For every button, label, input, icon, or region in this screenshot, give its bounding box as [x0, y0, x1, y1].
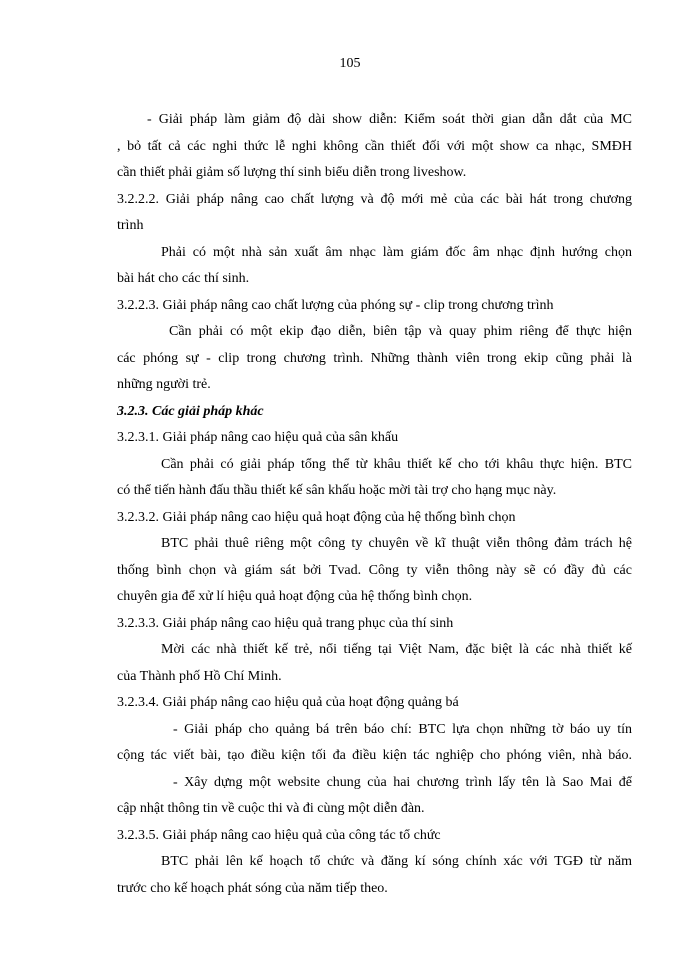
- text-line: , bỏ tất cả các nghi thức lễ nghi không cần thiết đối với một show ca nhạc, SMĐH: [117, 138, 632, 154]
- text-line: 3.2.2.3. Giải pháp nâng cao chất lượng của phóng sự - clip trong chương trình: [117, 297, 554, 313]
- text-line: Mời các nhà thiết kế trẻ, nổi tiếng tại Việt Nam, đặc biệt là các nhà thiết kế: [161, 642, 632, 657]
- text-line: thống bình chọn và giám sát bởi Tvad. Công ty viễn thông này sẽ có đầy đủ các: [117, 562, 632, 578]
- text-line: bài hát cho các thí sinh.: [117, 271, 250, 286]
- text-line: 3.2.3.2. Giải pháp nâng cao hiệu quả hoạt động của hệ thống bình chọn: [117, 509, 516, 525]
- text-line: 3.2.3.5. Giải pháp nâng cao hiệu quả của công tác tổ chức: [117, 827, 441, 843]
- text-line: các phóng sự - clip trong chương trình. Những thành viên trong ekip cũng phải là: [117, 350, 632, 366]
- text-line: cộng tác viết bài, tạo điều kiện tối đa điều kiện tác nghiệp cho phóng viên, nhà báo.: [117, 748, 632, 763]
- text-line: cần thiết phải giảm số lượng thí sinh biểu diễn trong liveshow.: [117, 165, 467, 180]
- text-line: Phải có một nhà sản xuất âm nhạc làm giám đốc âm nhạc định hướng chọn: [161, 244, 632, 260]
- text-line: - Giải pháp làm giảm độ dài show diễn: Kiểm soát thời gian dẫn dắt của MC: [147, 112, 632, 127]
- text-line: trình: [117, 218, 144, 233]
- text-line: của Thành phố Hồ Chí Minh.: [117, 668, 282, 684]
- text-line: chuyên gia để xử lí hiệu quả hoạt động của hệ thống bình chọn.: [117, 589, 473, 604]
- text-line: - Xây dựng một website chung của hai chương trình lấy tên là Sao Mai để: [173, 774, 632, 790]
- text-line: cập nhật thông tin về cuộc thi và đi cùng một diễn đàn.: [117, 801, 425, 816]
- text-line: 3.2.3.4. Giải pháp nâng cao hiệu quả của hoạt động quảng bá: [117, 695, 459, 710]
- text-line: trước cho kế hoạch phát sóng của năm tiếp theo.: [117, 880, 388, 896]
- text-line: 3.2.3.3. Giải pháp nâng cao hiệu quả trang phục của thí sinh: [117, 615, 454, 631]
- text-line: 3.2.2.2. Giải pháp nâng cao chất lượng và độ mới mẻ của các bài hát trong chương: [117, 191, 632, 207]
- text-line: - Giải pháp cho quảng bá trên báo chí: BTC lựa chọn những tờ báo uy tín: [173, 721, 632, 737]
- text-line: những người trẻ.: [117, 377, 211, 392]
- text-line: có thể tiến hành đấu thầu thiết kế sân khấu hoặc mời tài trợ cho hạng mục này.: [117, 483, 557, 498]
- section-heading: 3.2.3. Các giải pháp khác: [117, 403, 264, 419]
- body-text: [117, 107, 632, 902]
- text-line: BTC phải lên kế hoạch tổ chức và đăng kí sóng chính xác với TGĐ từ năm: [161, 854, 632, 869]
- page-number: 105: [339, 56, 361, 71]
- text-line: Cần phải có giải pháp tổng thể từ khâu thiết kế cho tới khâu thực hiện. BTC: [161, 456, 632, 472]
- text-line: Cần phải có một ekip đạo diễn, biên tập và quay phim riêng để thực hiện: [169, 324, 632, 339]
- text-line: BTC phải thuê riêng một công ty chuyên về kĩ thuật viễn thông đảm trách hệ: [161, 536, 632, 551]
- text-line: 3.2.3.1. Giải pháp nâng cao hiệu quả của sân khấu: [117, 430, 399, 445]
